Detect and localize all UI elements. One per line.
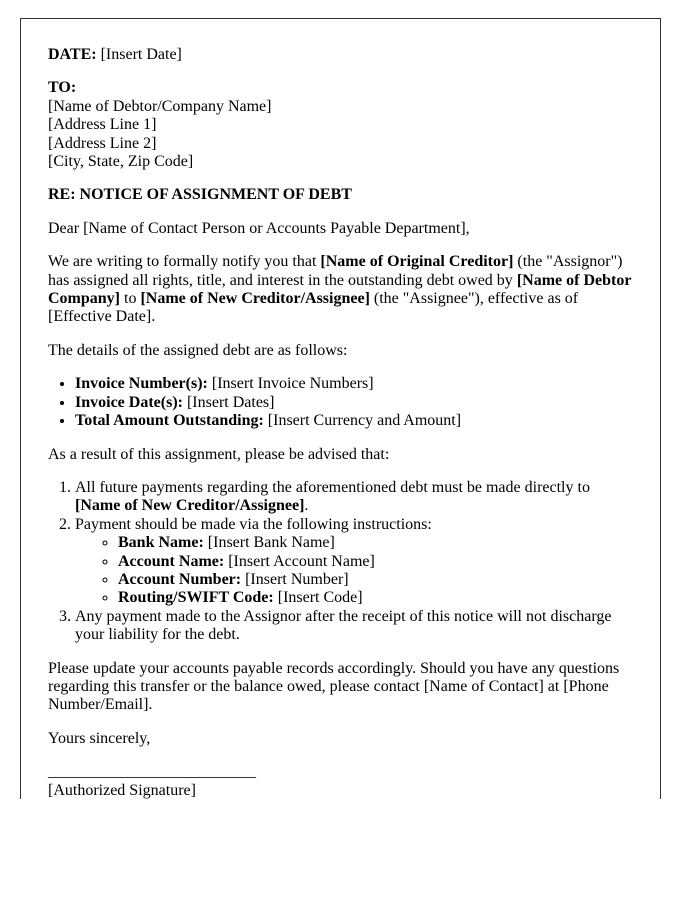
closing-paragraph: Please update your accounts payable records accordingly. Should you have any questions regarding this transfer or the balance owed, please contact [Name of Contact] at [Phone Number/Email]. [48, 659, 620, 714]
valediction: Yours sincerely, [48, 729, 151, 747]
letter-document [20, 18, 661, 799]
signature-label: [Authorized Signature] [48, 781, 196, 799]
list-item: ◦ Routing/SWIFT Code: [Insert Code] [118, 589, 632, 607]
advisory-list [48, 479, 632, 645]
recipient-label: TO: [48, 79, 77, 97]
signature-rule: __________________________ [48, 763, 256, 781]
list-item: 3. Any payment made to the Assignor after the receipt of this notice will not discharge your liability for the debt. [75, 608, 632, 645]
subject-line [48, 186, 632, 204]
payment-instructions-lead: Payment should be made via the following instructions: [75, 515, 432, 533]
list-item: ◦ Account Number: [Insert Number] [118, 571, 632, 589]
list-item: ◦ Account Name: [Insert Account Name] [118, 553, 632, 571]
advisory-lead: As a result of this assignment, please be advised that: [48, 445, 390, 463]
date-label: DATE: [48, 46, 97, 63]
date-value: [Insert Date] [96, 46, 182, 63]
list-item: • Invoice Number(s): [Insert Invoice Numbers] [75, 375, 632, 393]
recipient-line: [Name of Debtor/Company Name] [48, 97, 272, 115]
salutation: Dear [Name of Contact Person or Accounts Payable Department], [48, 219, 470, 237]
list-item: 1. All future payments regarding the aforementioned debt must be made directly to [Name of New Creditor/Assignee]. [75, 479, 632, 516]
details-lead: The details of the assigned debt are as follows: [48, 341, 348, 359]
signature-block [48, 763, 632, 800]
list-item [75, 516, 632, 608]
list-item: • Invoice Date(s): [Insert Dates] [75, 394, 632, 412]
recipient-line: [City, State, Zip Code] [48, 153, 194, 171]
list-item: ◦ Bank Name: [Insert Bank Name] [118, 534, 632, 552]
recipient-line: [Address Line 2] [48, 134, 157, 152]
subject-text: RE: NOTICE OF ASSIGNMENT OF DEBT [48, 186, 352, 204]
date-line [48, 46, 632, 64]
intro-paragraph: We are writing to formally notify you that [Name of Original Creditor] (the "Assignor") has assigned all rights, title, and interest in the outstanding debt owed by [Name of Debtor Company] to [Name of New Creditor/Assignee] (the "Assignee"), effective as of [Effective Date]. [48, 253, 632, 326]
recipient-line: [Address Line 1] [48, 116, 157, 134]
list-item: • Total Amount Outstanding: [Insert Currency and Amount] [75, 412, 632, 430]
debt-details-list [48, 375, 632, 430]
recipient-block [48, 79, 632, 171]
payment-instructions-list [75, 534, 632, 608]
